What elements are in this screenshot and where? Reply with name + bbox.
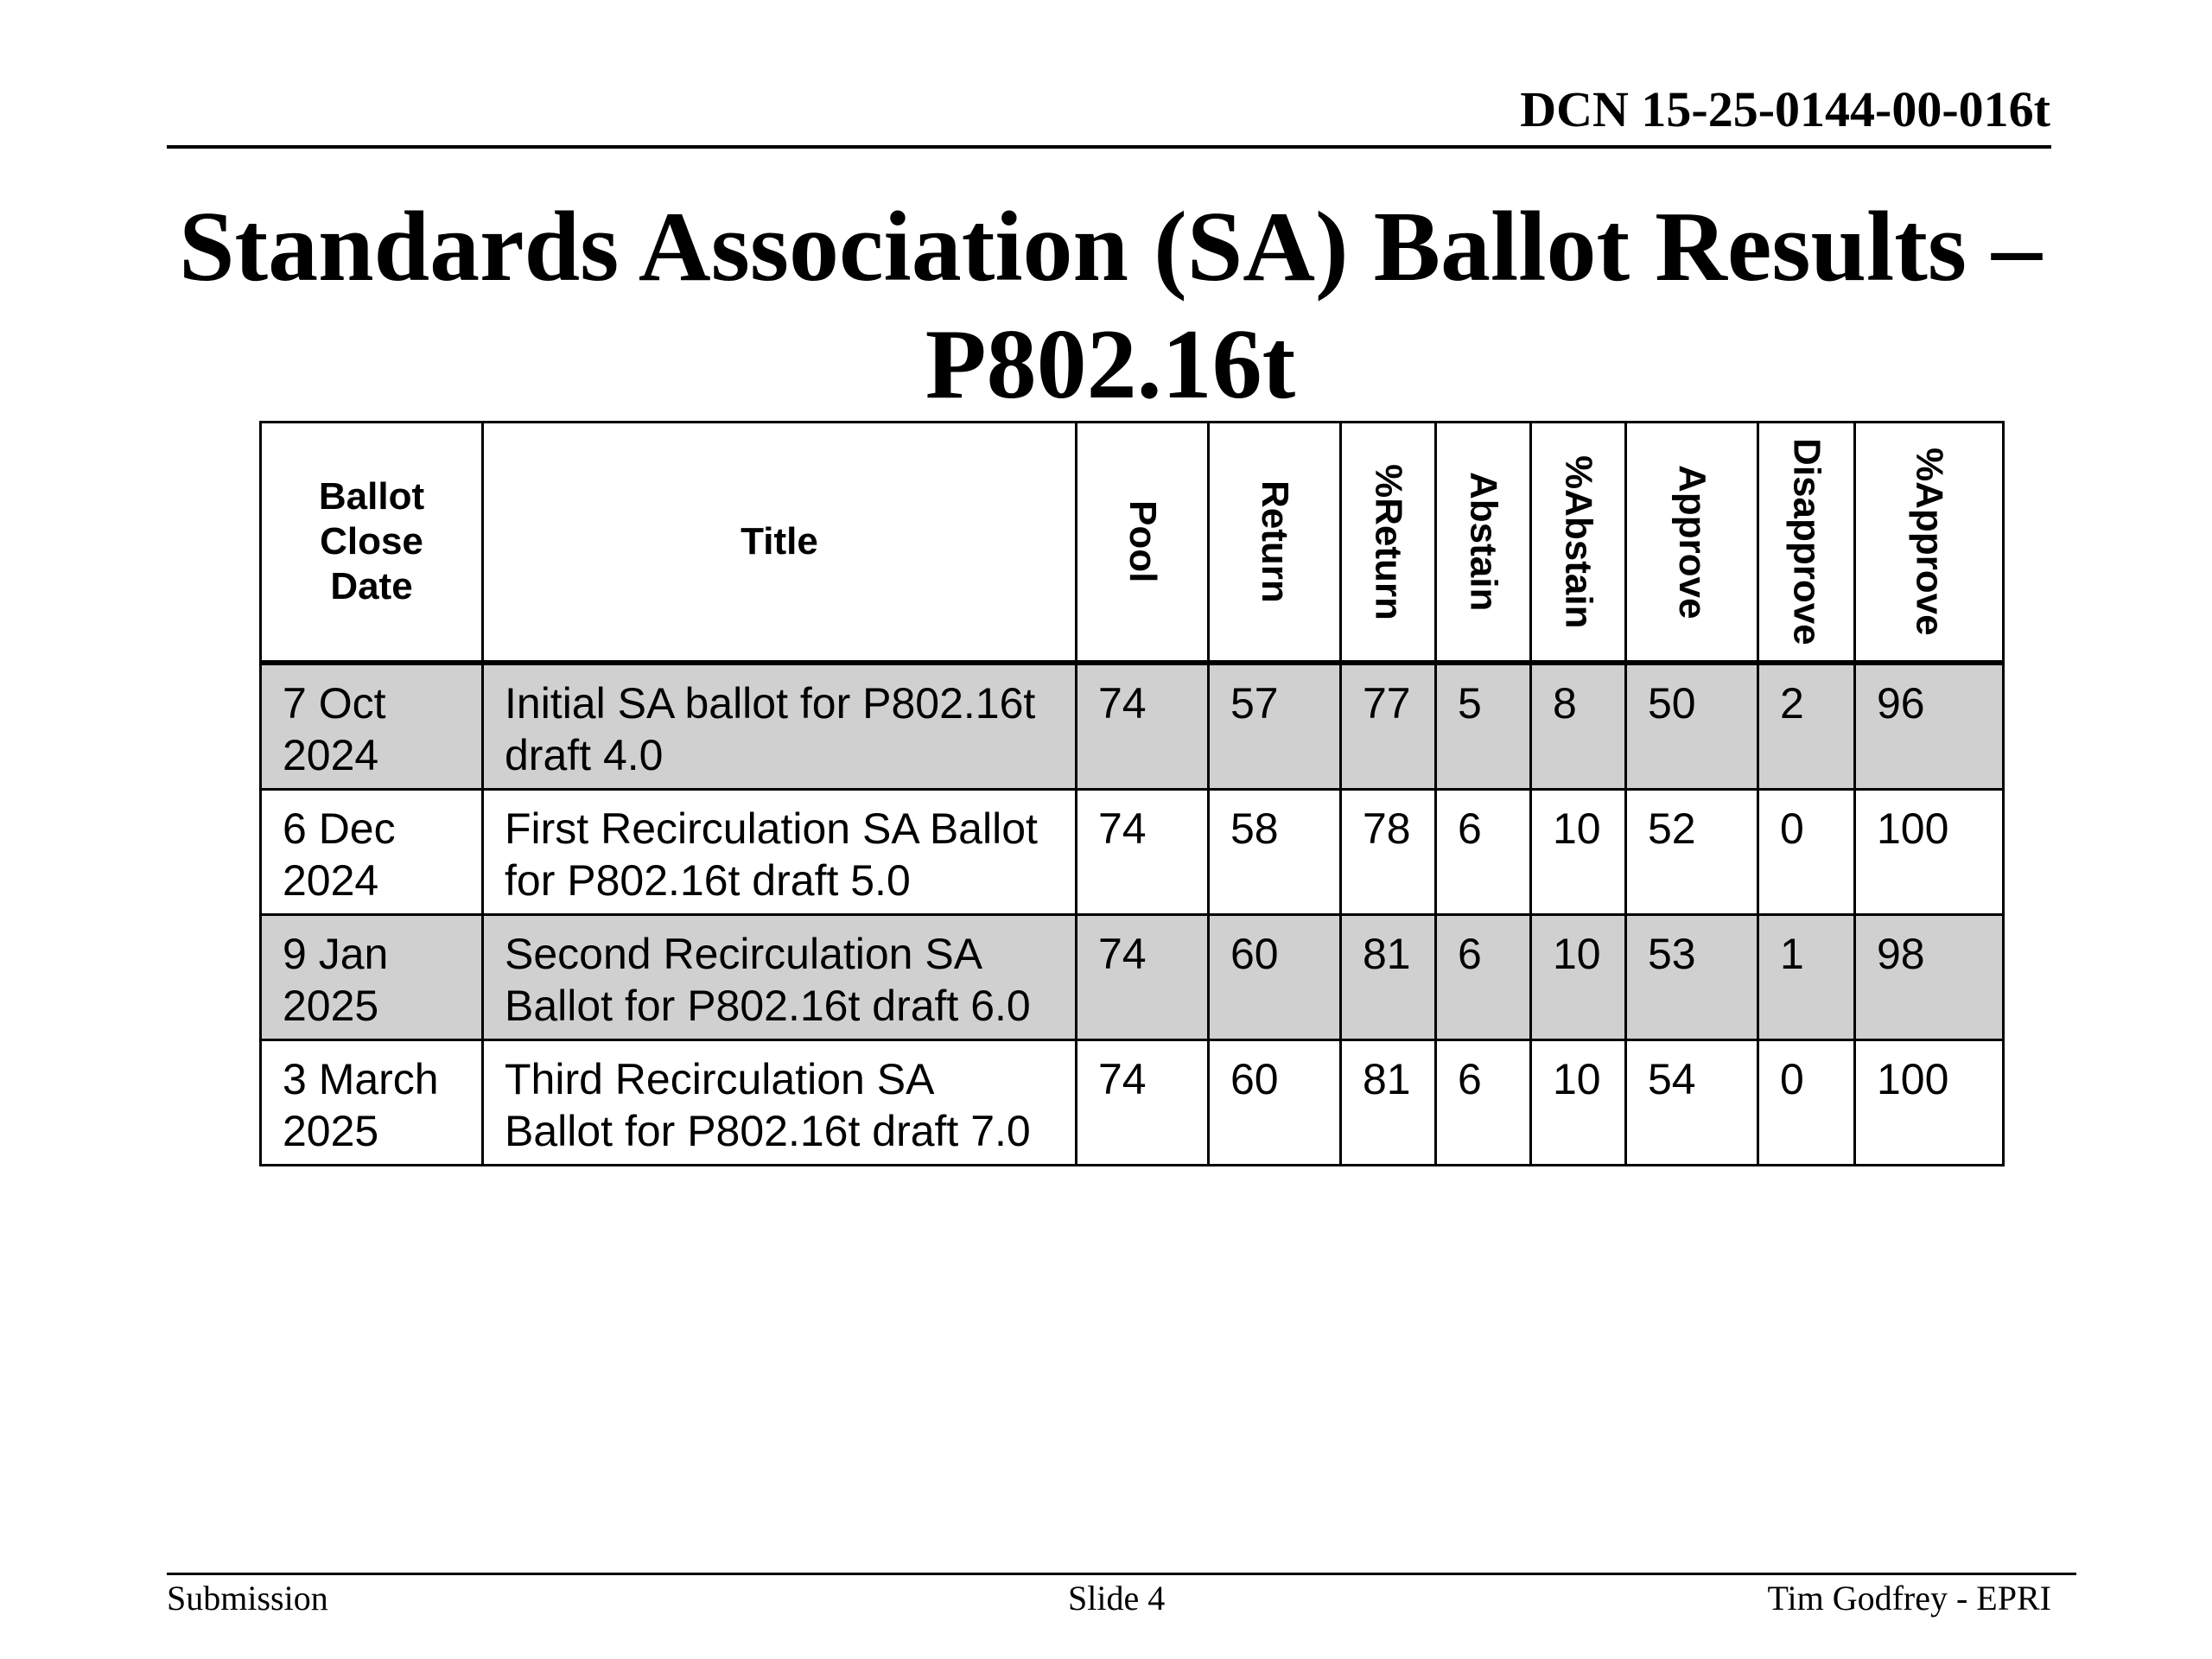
slide-title-line-1: Standards Association (SA) Ballot Results – xyxy=(179,192,2042,302)
abstain-value: 6 xyxy=(1436,1040,1531,1166)
ballot-title: Second Recirculation SA Ballot for P802.16t draft 6.0 xyxy=(483,915,1077,1040)
column-header-abstain: Abstain xyxy=(1436,423,1531,664)
abstain-value: 6 xyxy=(1436,790,1531,915)
approve-value: 53 xyxy=(1626,915,1758,1040)
approve-value: 50 xyxy=(1626,663,1758,790)
column-header-disapprove: Disapprove xyxy=(1758,423,1855,664)
ballot-title: Third Recirculation SA Ballot for P802.16t draft 7.0 xyxy=(483,1040,1077,1166)
return-value: 60 xyxy=(1209,915,1341,1040)
column-header-pct-return: %Return xyxy=(1341,423,1436,664)
table-row xyxy=(261,915,2004,1040)
disapprove-value: 0 xyxy=(1758,1040,1855,1166)
ballot-close-date: 7 Oct 2024 xyxy=(261,663,483,790)
return-value: 57 xyxy=(1209,663,1341,790)
pct-return-value: 77 xyxy=(1341,663,1436,790)
approve-value: 54 xyxy=(1626,1040,1758,1166)
disapprove-value: 0 xyxy=(1758,790,1855,915)
disapprove-value: 1 xyxy=(1758,915,1855,1040)
pct-return-value: 78 xyxy=(1341,790,1436,915)
column-header-pool: Pool xyxy=(1077,423,1209,664)
slide-title xyxy=(130,188,2091,423)
pct-return-value: 81 xyxy=(1341,915,1436,1040)
footer-divider xyxy=(167,1573,2076,1575)
return-value: 58 xyxy=(1209,790,1341,915)
column-header-pct-abstain: %Abstain xyxy=(1531,423,1626,664)
pct-abstain-value: 10 xyxy=(1531,1040,1626,1166)
footer-author: Tim Godfrey - EPRI xyxy=(1767,1579,2051,1618)
slide-title-line-2: P802.16t xyxy=(925,309,1296,420)
pct-approve-value: 100 xyxy=(1855,1040,2004,1166)
pct-approve-value: 98 xyxy=(1855,915,2004,1040)
table-header-row xyxy=(261,423,2004,664)
pct-return-value: 81 xyxy=(1341,1040,1436,1166)
ballot-close-date: 3 March 2025 xyxy=(261,1040,483,1166)
column-header-title: Title xyxy=(483,423,1077,664)
pool-value: 74 xyxy=(1077,1040,1209,1166)
pool-value: 74 xyxy=(1077,915,1209,1040)
pct-abstain-value: 8 xyxy=(1531,663,1626,790)
column-header-approve: Approve xyxy=(1626,423,1758,664)
column-header-pct-approve: %Approve xyxy=(1855,423,2004,664)
table-row xyxy=(261,790,2004,915)
footer-submission: Submission xyxy=(167,1579,328,1618)
return-value: 60 xyxy=(1209,1040,1341,1166)
ballot-title: Initial SA ballot for P802.16t draft 4.0 xyxy=(483,663,1077,790)
pct-approve-value: 100 xyxy=(1855,790,2004,915)
footer-slide-number: Slide 4 xyxy=(1068,1579,1166,1618)
ballot-close-date: 9 Jan 2025 xyxy=(261,915,483,1040)
pct-abstain-value: 10 xyxy=(1531,915,1626,1040)
table-row xyxy=(261,1040,2004,1166)
pool-value: 74 xyxy=(1077,663,1209,790)
disapprove-value: 2 xyxy=(1758,663,1855,790)
pct-abstain-value: 10 xyxy=(1531,790,1626,915)
table-row xyxy=(261,663,2004,790)
ballot-close-date: 6 Dec 2024 xyxy=(261,790,483,915)
document-number: DCN 15-25-0144-00-016t xyxy=(1520,81,2050,137)
ballot-results-table xyxy=(259,421,2005,1166)
abstain-value: 5 xyxy=(1436,663,1531,790)
abstain-value: 6 xyxy=(1436,915,1531,1040)
ballot-title: First Recirculation SA Ballot for P802.16t draft 5.0 xyxy=(483,790,1077,915)
column-header-ballot-close-date: Ballot Close Date xyxy=(261,423,483,664)
pct-approve-value: 96 xyxy=(1855,663,2004,790)
header-divider xyxy=(167,145,2051,149)
approve-value: 52 xyxy=(1626,790,1758,915)
pool-value: 74 xyxy=(1077,790,1209,915)
column-header-return: Return xyxy=(1209,423,1341,664)
